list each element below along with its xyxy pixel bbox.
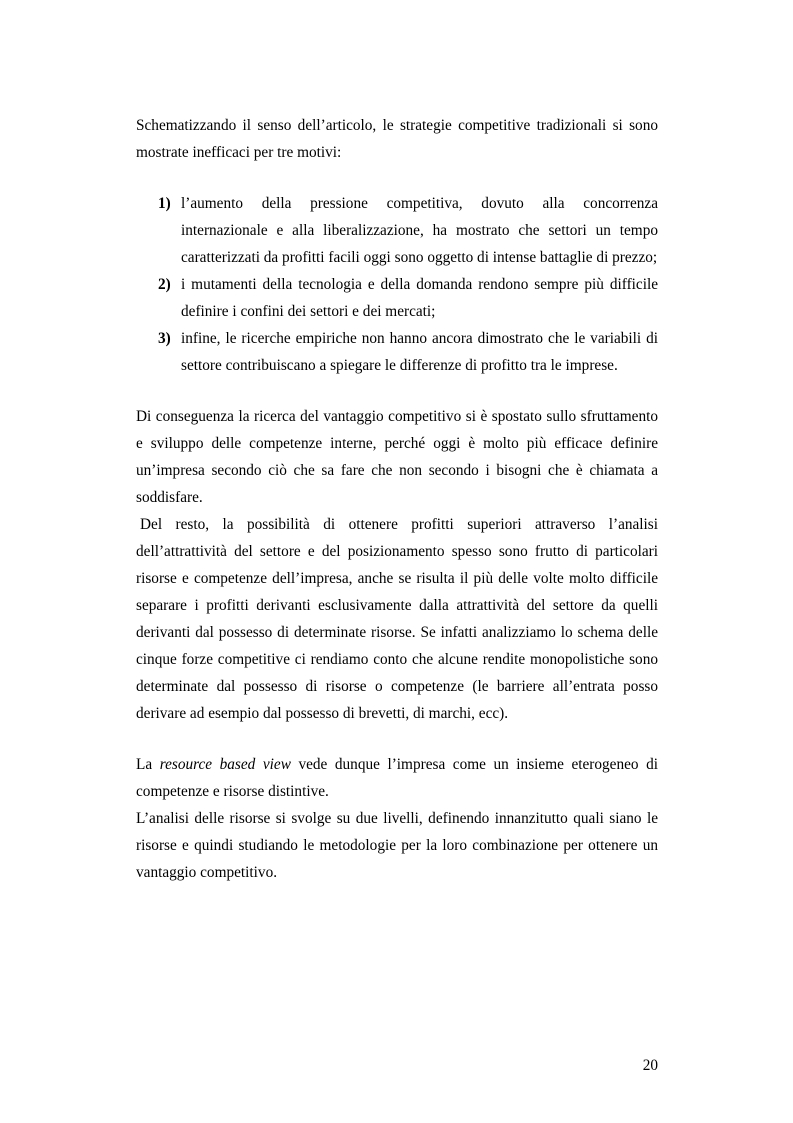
document-body — [136, 112, 658, 886]
list-item — [158, 325, 658, 379]
spacer — [136, 379, 658, 403]
list-item — [158, 190, 658, 271]
rbv-prefix: La — [136, 756, 160, 773]
paragraph-analysis: L’analisi delle risorse si svolge su due livelli, definendo innanzitutto quali siano le risorse e quindi studiando le metodologie per la loro combinazione per ottenere un vantaggio competitivo. — [136, 810, 658, 881]
list-item — [158, 271, 658, 325]
paragraph-resources: Del resto, la possibilità di ottenere profitti superiori attraverso l’analisi dell’attrattività del settore e del posizionamento spesso sono frutto di particolari risorse e competenze dell’impresa, anche se risulta il più delle volte molto difficile separare i profitti derivanti esclusivamente dalla attrattività del settore da quelli derivanti dal possesso di determinate risorse. Se infatti analizziamo lo schema delle cinque forze competitive ci rendiamo conto che alcune rendite monopolistiche sono determinate dal possesso di risorse o competenze (le barriere all’entrata posso derivare ad esempio dal possesso di brevetti, di marchi, ecc). — [136, 516, 658, 722]
paragraph-resource-based-view — [136, 751, 658, 805]
reasons-list — [136, 190, 658, 379]
rbv-suffix: vede dunque l’impresa come un insieme eterogeneo di competenze e risorse distintive. — [136, 756, 658, 800]
rbv-term: resource based view — [159, 756, 291, 773]
intro-paragraph: Schematizzando il senso dell’articolo, le strategie competitive tradizionali si sono mostrate inefficaci per tre motivi: — [136, 117, 658, 161]
page-number: 20 — [642, 1057, 658, 1074]
paragraph-consequence: Di conseguenza la ricerca del vantaggio competitivo si è spostato sullo sfruttamento e sviluppo delle competenze interne, perché oggi è molto più efficace definire un’impresa secondo ciò che sa fare che non secondo i bisogni che è chiamata a soddisfare. — [136, 408, 658, 506]
list-item-number: 2) — [158, 276, 171, 293]
list-item-text: i mutamenti della tecnologia e della domanda rendono sempre più difficile definire i confini dei settori e dei mercati; — [181, 276, 658, 320]
spacer — [136, 727, 658, 751]
list-item-number: 1) — [158, 195, 171, 212]
spacer — [136, 166, 658, 190]
list-item-text: l’aumento della pressione competitiva, dovuto alla concorrenza internazionale e alla liberalizzazione, ha mostrato che settori un tempo caratterizzati da profitti facili oggi sono oggetto di intense battaglie di prezzo; — [181, 195, 658, 266]
list-item-text: infine, le ricerche empiriche non hanno ancora dimostrato che le variabili di settore contribuiscano a spiegare le differenze di profitto tra le imprese. — [181, 330, 658, 374]
list-item-number: 3) — [158, 330, 171, 347]
